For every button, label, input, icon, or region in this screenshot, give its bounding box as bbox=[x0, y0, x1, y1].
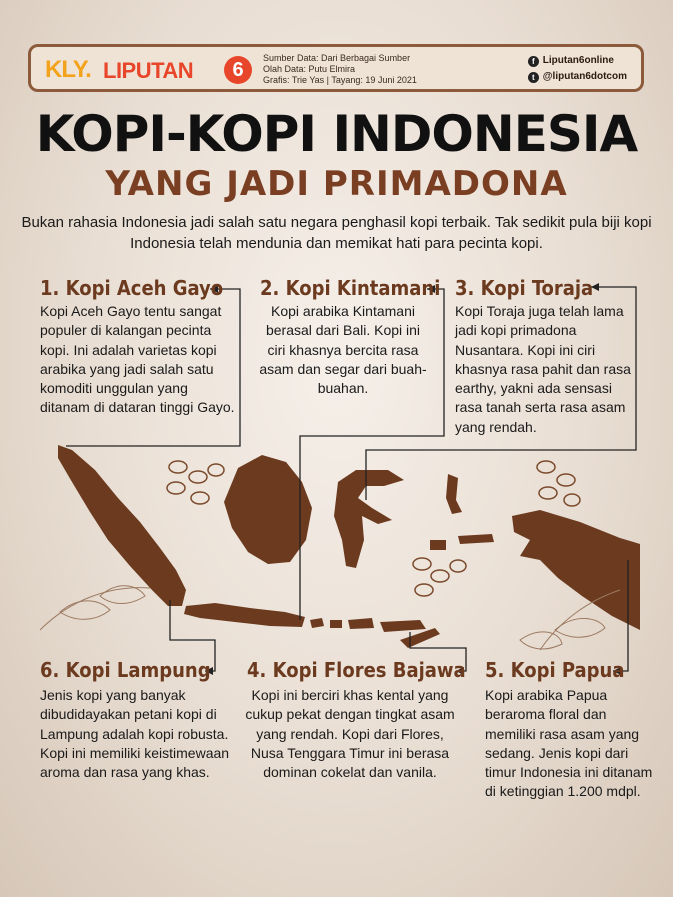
papua-title: 5. Kopi Papua bbox=[485, 658, 625, 682]
sulawesi-island bbox=[334, 470, 404, 568]
graphic-line: Grafis: Trie Yas | Tayang: 19 Juni 2021 bbox=[263, 75, 417, 85]
liputan6-logo: LIPUTAN bbox=[103, 58, 194, 83]
coffee-bean-icon bbox=[564, 494, 580, 506]
flores-island bbox=[380, 620, 426, 632]
kintamani-body: Kopi arabika Kintamani berasal dari Bali. Kopi ini ciri khasnya bercita rasa asam dan segar dari buah-buahan. bbox=[259, 303, 427, 397]
buru-island bbox=[430, 540, 446, 550]
liputan6-logo-six: 6 bbox=[224, 56, 252, 84]
coffee-bean-icon bbox=[191, 492, 209, 504]
coffee-leaf-icon bbox=[60, 601, 110, 619]
seram-island bbox=[458, 534, 494, 544]
data-line: Olah Data: Putu Elmira bbox=[263, 64, 356, 74]
toraja-body: Kopi Toraja juga telah lama jadi kopi primadona Nusantara. Kopi ini ciri khasnya rasa pahit dan rasa earthy, yakni ada sensasi rasa tanah serta rasa asam yang rendah. bbox=[455, 303, 631, 435]
coffee-bean-icon bbox=[537, 461, 555, 473]
twitter-icon: t bbox=[528, 72, 539, 83]
twitter-link[interactable]: t @liputan6dotcom bbox=[528, 69, 627, 85]
lampung-title: 6. Kopi Lampung bbox=[40, 658, 211, 682]
aceh-title: 1. Kopi Aceh Gayo bbox=[40, 276, 224, 300]
flores-body: Kopi ini berciri khas kental yang cukup pekat dengan tingkat asam yang rendah. Kopi dari Flores, Nusa Tenggara Timur ini berasa dominan cokelat dan vanila. bbox=[245, 687, 455, 781]
toraja-title: 3. Kopi Toraja bbox=[455, 276, 594, 300]
coffee-bean-icon bbox=[189, 471, 207, 483]
lombok-island bbox=[330, 620, 342, 628]
coffee-leaf-icon bbox=[520, 632, 562, 649]
kintamani-title: 2. Kopi Kintamani bbox=[260, 276, 441, 300]
lampung-body: Jenis kopi yang banyak dibudidayakan petani kopi di Lampung adalah kopi robusta. Kopi ini memiliki keistimewaan aroma dan rasa yang khas. bbox=[40, 687, 230, 781]
page-subtitle: YANG JADI PRIMADONA bbox=[105, 164, 568, 204]
coffee-leaf-icon bbox=[40, 588, 150, 630]
coffee-bean-icon bbox=[413, 558, 431, 570]
coffee-bean-icon bbox=[169, 461, 187, 473]
facebook-link[interactable]: f Liputan6online bbox=[528, 53, 627, 69]
flores-title: 4. Kopi Flores Bajawa bbox=[247, 658, 466, 682]
halmahera-island bbox=[446, 474, 462, 514]
sumatra-island bbox=[58, 445, 186, 606]
aceh-body: Kopi Aceh Gayo tentu sangat populer di kalangan pecinta kopi. Ini adalah varietas kopi arabika yang jadi salah satu komoditi unggulan yang ditanam di dataran tinggi Gayo. bbox=[40, 303, 235, 416]
coffee-bean-icon bbox=[557, 474, 575, 486]
java-island bbox=[184, 603, 305, 627]
coffee-bean-icon bbox=[539, 487, 557, 499]
papua-island bbox=[512, 510, 640, 630]
papua-body: Kopi arabika Papua beraroma floral dan memiliki rasa asam yang sedang. Jenis kopi dari timur Indonesia ini ditanam di ketinggian 1.200 mdpl. bbox=[485, 687, 653, 800]
timor-island bbox=[400, 628, 440, 648]
kly-logo: KLY. bbox=[45, 56, 91, 83]
coffee-bean-icon bbox=[208, 464, 224, 476]
page-title: KOPI-KOPI INDONESIA bbox=[35, 105, 638, 163]
coffee-bean-icon bbox=[450, 560, 466, 572]
coffee-bean-icon bbox=[415, 584, 433, 596]
bali-island bbox=[310, 618, 324, 628]
coffee-bean-icon bbox=[167, 482, 185, 494]
source-line: Sumber Data: Dari Berbagai Sumber bbox=[263, 53, 411, 63]
coffee-plant-decoration bbox=[40, 586, 620, 650]
facebook-icon: f bbox=[528, 56, 539, 67]
sumbawa-island bbox=[348, 618, 374, 629]
kalimantan-island bbox=[224, 455, 312, 564]
coffee-bean-icon bbox=[431, 570, 449, 582]
coffee-leaf-icon bbox=[555, 618, 605, 637]
intro-text: Bukan rahasia Indonesia jadi salah satu negara penghasil kopi terbaik. Tak sedikit pula biji kopi Indonesia telah mendunia dan memikat hati para pecinta kopi. bbox=[21, 214, 652, 252]
islands bbox=[58, 445, 640, 648]
